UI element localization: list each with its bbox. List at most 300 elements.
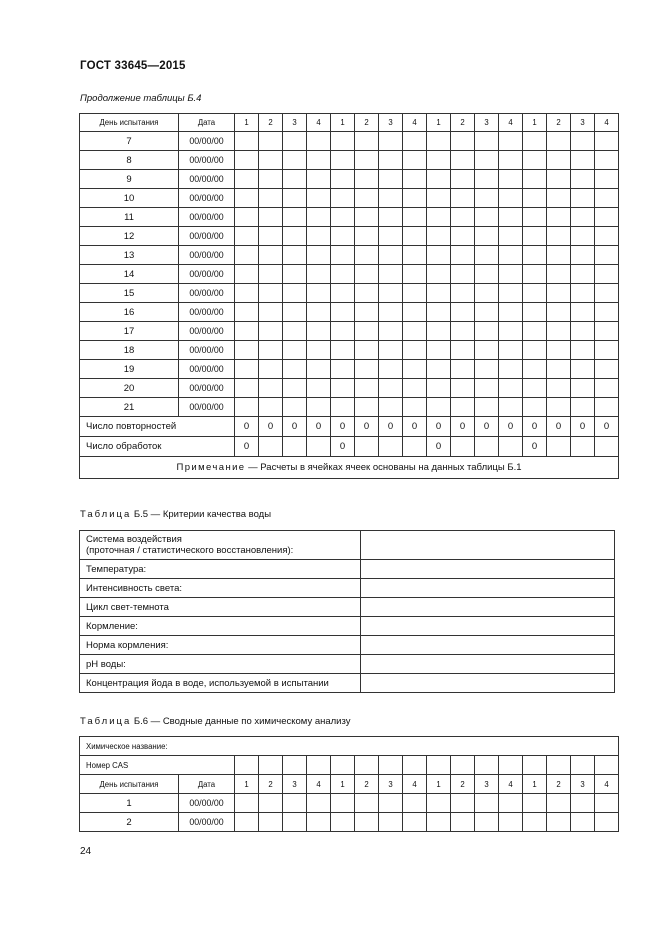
treatment-cell: 0 [427, 437, 451, 457]
header-col-cell: 3 [475, 775, 499, 794]
criterion-value-cell[interactable] [361, 531, 615, 560]
criterion-label: pH воды: [80, 655, 361, 674]
empty-cell [331, 756, 355, 775]
empty-cell [283, 151, 307, 170]
empty-cell [595, 813, 619, 832]
empty-cell [499, 208, 523, 227]
criterion-line: (проточная / статистического восстановления): [86, 545, 294, 556]
header-col-cell: 3 [379, 114, 403, 132]
empty-cell [499, 794, 523, 813]
empty-cell [451, 246, 475, 265]
empty-cell [499, 379, 523, 398]
table-b5-caption [80, 509, 271, 520]
empty-cell [451, 360, 475, 379]
empty-cell [331, 794, 355, 813]
header-col-cell: 2 [355, 114, 379, 132]
empty-cell [595, 132, 619, 151]
empty-cell [451, 227, 475, 246]
empty-cell [331, 379, 355, 398]
date-cell: 00/00/00 [179, 246, 235, 265]
empty-cell [547, 437, 571, 457]
replicate-cell: 0 [523, 417, 547, 437]
empty-cell [403, 813, 427, 832]
empty-cell [259, 437, 283, 457]
empty-cell [499, 246, 523, 265]
empty-cell [595, 756, 619, 775]
cas-row [80, 756, 619, 775]
empty-cell [331, 246, 355, 265]
table-row [80, 398, 619, 417]
empty-cell [259, 303, 283, 322]
empty-cell [451, 132, 475, 151]
chem-name-row [80, 737, 619, 756]
criterion-value-cell[interactable] [361, 560, 615, 579]
empty-cell [523, 379, 547, 398]
header-col-cell: 3 [571, 114, 595, 132]
empty-cell [475, 322, 499, 341]
empty-cell [331, 398, 355, 417]
empty-cell [523, 303, 547, 322]
empty-cell [571, 756, 595, 775]
empty-cell [523, 341, 547, 360]
empty-cell [499, 132, 523, 151]
empty-cell [403, 151, 427, 170]
empty-cell [259, 756, 283, 775]
empty-cell [571, 208, 595, 227]
empty-cell [427, 208, 451, 227]
empty-cell [571, 437, 595, 457]
empty-cell [403, 303, 427, 322]
empty-cell [235, 189, 259, 208]
criterion-value-cell[interactable] [361, 674, 615, 693]
header-date-cell: Дата [179, 114, 235, 132]
table-row [80, 132, 619, 151]
empty-cell [427, 398, 451, 417]
empty-cell [571, 398, 595, 417]
empty-cell [259, 398, 283, 417]
empty-cell [547, 151, 571, 170]
empty-cell [571, 303, 595, 322]
empty-cell [571, 322, 595, 341]
empty-cell [571, 170, 595, 189]
table-b6 [79, 736, 619, 832]
criterion-value-cell[interactable] [361, 636, 615, 655]
empty-cell [571, 227, 595, 246]
empty-cell [379, 265, 403, 284]
table-continuation-label: Продолжение таблицы Б.4 [80, 93, 202, 104]
empty-cell [283, 227, 307, 246]
empty-cell [307, 360, 331, 379]
empty-cell [307, 246, 331, 265]
header-col-cell: 4 [307, 114, 331, 132]
empty-cell [451, 341, 475, 360]
empty-cell [283, 437, 307, 457]
header-col-cell: 1 [427, 775, 451, 794]
header-col-cell: 2 [547, 775, 571, 794]
treatments-row [80, 437, 619, 457]
empty-cell [523, 208, 547, 227]
empty-cell [475, 170, 499, 189]
replicate-cell: 0 [595, 417, 619, 437]
empty-cell [355, 398, 379, 417]
table-b4-header-row [80, 114, 619, 132]
header-col-cell: 3 [571, 775, 595, 794]
empty-cell [475, 756, 499, 775]
empty-cell [475, 227, 499, 246]
empty-cell [475, 265, 499, 284]
date-cell: 00/00/00 [179, 189, 235, 208]
empty-cell [571, 813, 595, 832]
empty-cell [499, 189, 523, 208]
empty-cell [379, 189, 403, 208]
criterion-value-cell[interactable] [361, 598, 615, 617]
empty-cell [547, 189, 571, 208]
empty-cell [571, 265, 595, 284]
date-cell: 00/00/00 [179, 379, 235, 398]
empty-cell [547, 132, 571, 151]
empty-cell [283, 756, 307, 775]
table-row [80, 579, 615, 598]
header-day-cell: День испытания [80, 114, 179, 132]
empty-cell [499, 437, 523, 457]
table-b6-caption [80, 716, 351, 727]
empty-cell [283, 379, 307, 398]
empty-cell [331, 303, 355, 322]
date-cell: 00/00/00 [179, 794, 235, 813]
header-col-cell: 4 [499, 114, 523, 132]
empty-cell [547, 756, 571, 775]
replicate-cell: 0 [331, 417, 355, 437]
empty-cell [403, 379, 427, 398]
empty-cell [523, 284, 547, 303]
empty-cell [427, 170, 451, 189]
empty-cell [307, 284, 331, 303]
replicate-cell: 0 [355, 417, 379, 437]
empty-cell [523, 132, 547, 151]
empty-cell [235, 794, 259, 813]
empty-cell [427, 360, 451, 379]
empty-cell [595, 360, 619, 379]
day-cell: 15 [80, 284, 179, 303]
criterion-value-cell[interactable] [361, 579, 615, 598]
empty-cell [283, 322, 307, 341]
empty-cell [379, 246, 403, 265]
empty-cell [307, 303, 331, 322]
empty-cell [595, 208, 619, 227]
empty-cell [355, 151, 379, 170]
day-cell: 20 [80, 379, 179, 398]
empty-cell [355, 227, 379, 246]
empty-cell [355, 341, 379, 360]
empty-cell [571, 284, 595, 303]
empty-cell [331, 265, 355, 284]
empty-cell [523, 227, 547, 246]
empty-cell [403, 398, 427, 417]
document-header: ГОСТ 33645—2015 [80, 60, 186, 72]
replicates-label: Число повторностей [80, 417, 235, 437]
replicate-cell: 0 [379, 417, 403, 437]
empty-cell [235, 813, 259, 832]
empty-cell [547, 398, 571, 417]
replicate-cell: 0 [547, 417, 571, 437]
empty-cell [523, 246, 547, 265]
note-label: Примечание [176, 462, 246, 473]
empty-cell [475, 303, 499, 322]
empty-cell [547, 265, 571, 284]
empty-cell [595, 227, 619, 246]
empty-cell [571, 246, 595, 265]
empty-cell [355, 132, 379, 151]
empty-cell [283, 398, 307, 417]
date-cell: 00/00/00 [179, 303, 235, 322]
empty-cell [403, 437, 427, 457]
empty-cell [259, 284, 283, 303]
day-cell: 16 [80, 303, 179, 322]
date-cell: 00/00/00 [179, 322, 235, 341]
header-col-cell: 4 [307, 775, 331, 794]
empty-cell [547, 813, 571, 832]
empty-cell [499, 284, 523, 303]
replicate-cell: 0 [283, 417, 307, 437]
empty-cell [283, 265, 307, 284]
note-text: — Расчеты в ячейках ячеек основаны на данных таблицы Б.1 [245, 462, 522, 473]
criterion-value-cell[interactable] [361, 655, 615, 674]
criterion-label: Цикл свет-темнота [80, 598, 361, 617]
header-col-cell: 3 [283, 775, 307, 794]
empty-cell [307, 322, 331, 341]
empty-cell [571, 379, 595, 398]
empty-cell [475, 208, 499, 227]
empty-cell [403, 360, 427, 379]
header-col-cell: 2 [547, 114, 571, 132]
empty-cell [235, 322, 259, 341]
empty-cell [307, 794, 331, 813]
empty-cell [451, 322, 475, 341]
empty-cell [523, 794, 547, 813]
table-row [80, 794, 619, 813]
empty-cell [595, 265, 619, 284]
empty-cell [259, 379, 283, 398]
empty-cell [427, 322, 451, 341]
empty-cell [259, 341, 283, 360]
empty-cell [331, 170, 355, 189]
day-cell: 18 [80, 341, 179, 360]
empty-cell [331, 208, 355, 227]
caption-text: Б.5 — Критерии качества воды [131, 509, 272, 520]
table-row [80, 560, 615, 579]
header-col-cell: 1 [235, 114, 259, 132]
empty-cell [283, 170, 307, 189]
header-col-cell: 4 [595, 114, 619, 132]
empty-cell [523, 170, 547, 189]
note-row [80, 457, 619, 479]
empty-cell [547, 208, 571, 227]
empty-cell [595, 379, 619, 398]
empty-cell [307, 208, 331, 227]
criterion-value-cell[interactable] [361, 617, 615, 636]
empty-cell [331, 322, 355, 341]
empty-cell [523, 360, 547, 379]
empty-cell [283, 246, 307, 265]
empty-cell [451, 189, 475, 208]
empty-cell [547, 341, 571, 360]
empty-cell [595, 794, 619, 813]
empty-cell [451, 813, 475, 832]
empty-cell [259, 208, 283, 227]
header-col-cell: 1 [427, 114, 451, 132]
empty-cell [523, 756, 547, 775]
empty-cell [547, 322, 571, 341]
empty-cell [235, 360, 259, 379]
replicate-cell: 0 [235, 417, 259, 437]
empty-cell [595, 170, 619, 189]
empty-cell [499, 227, 523, 246]
empty-cell [259, 813, 283, 832]
empty-cell [595, 341, 619, 360]
table-row [80, 265, 619, 284]
empty-cell [595, 398, 619, 417]
table-row [80, 360, 619, 379]
table-row [80, 598, 615, 617]
empty-cell [307, 398, 331, 417]
empty-cell [235, 379, 259, 398]
empty-cell [427, 227, 451, 246]
header-col-cell: 2 [259, 114, 283, 132]
empty-cell [379, 379, 403, 398]
empty-cell [355, 360, 379, 379]
empty-cell [235, 208, 259, 227]
empty-cell [235, 398, 259, 417]
empty-cell [499, 360, 523, 379]
table-row [80, 208, 619, 227]
empty-cell [499, 756, 523, 775]
table-b5 [79, 530, 615, 693]
empty-cell [235, 756, 259, 775]
empty-cell [523, 398, 547, 417]
empty-cell [283, 794, 307, 813]
empty-cell [259, 132, 283, 151]
table-row [80, 322, 619, 341]
empty-cell [475, 360, 499, 379]
empty-cell [331, 360, 355, 379]
empty-cell [403, 227, 427, 246]
empty-cell [355, 322, 379, 341]
empty-cell [283, 303, 307, 322]
header-col-cell: 2 [451, 114, 475, 132]
empty-cell [331, 813, 355, 832]
table-row [80, 284, 619, 303]
header-col-cell: 2 [451, 775, 475, 794]
table-row [80, 531, 615, 560]
replicate-cell: 0 [259, 417, 283, 437]
caption-prefix: Таблица [80, 716, 132, 727]
empty-cell [403, 322, 427, 341]
empty-cell [235, 303, 259, 322]
table-row [80, 246, 619, 265]
empty-cell [379, 132, 403, 151]
criterion-label [80, 531, 361, 560]
day-cell: 11 [80, 208, 179, 227]
header-col-cell: 4 [403, 114, 427, 132]
caption-text: Б.6 — Сводные данные по химическому анализу [131, 716, 351, 727]
empty-cell [307, 227, 331, 246]
empty-cell [499, 151, 523, 170]
empty-cell [499, 170, 523, 189]
empty-cell [595, 322, 619, 341]
empty-cell [451, 208, 475, 227]
empty-cell [475, 437, 499, 457]
day-cell: 10 [80, 189, 179, 208]
empty-cell [355, 794, 379, 813]
empty-cell [451, 151, 475, 170]
empty-cell [451, 398, 475, 417]
header-date-cell: Дата [179, 775, 235, 794]
date-cell: 00/00/00 [179, 208, 235, 227]
empty-cell [307, 756, 331, 775]
empty-cell [307, 813, 331, 832]
empty-cell [355, 813, 379, 832]
header-col-cell: 1 [331, 114, 355, 132]
empty-cell [571, 132, 595, 151]
empty-cell [379, 151, 403, 170]
replicates-row [80, 417, 619, 437]
empty-cell [475, 132, 499, 151]
empty-cell [547, 379, 571, 398]
header-col-cell: 3 [283, 114, 307, 132]
table-b4 [79, 113, 619, 479]
empty-cell [427, 132, 451, 151]
treatment-cell: 0 [523, 437, 547, 457]
header-col-cell: 4 [403, 775, 427, 794]
empty-cell [523, 265, 547, 284]
empty-cell [355, 303, 379, 322]
empty-cell [451, 265, 475, 284]
date-cell: 00/00/00 [179, 170, 235, 189]
header-day-cell: День испытания [80, 775, 179, 794]
replicate-cell: 0 [475, 417, 499, 437]
empty-cell [331, 151, 355, 170]
table-row [80, 303, 619, 322]
header-col-cell: 4 [595, 775, 619, 794]
empty-cell [451, 170, 475, 189]
empty-cell [355, 379, 379, 398]
replicate-cell: 0 [499, 417, 523, 437]
empty-cell [547, 246, 571, 265]
table-row [80, 379, 619, 398]
empty-cell [331, 227, 355, 246]
empty-cell [427, 341, 451, 360]
empty-cell [595, 284, 619, 303]
empty-cell [427, 284, 451, 303]
empty-cell [259, 322, 283, 341]
empty-cell [259, 265, 283, 284]
table-row [80, 189, 619, 208]
empty-cell [379, 208, 403, 227]
empty-cell [403, 170, 427, 189]
criterion-label: Норма кормления: [80, 636, 361, 655]
empty-cell [259, 246, 283, 265]
empty-cell [307, 437, 331, 457]
empty-cell [403, 208, 427, 227]
criterion-label: Концентрация йода в воде, используемой в испытании [80, 674, 361, 693]
date-cell: 00/00/00 [179, 265, 235, 284]
empty-cell [331, 189, 355, 208]
empty-cell [331, 132, 355, 151]
chem-name-label: Химическое название: [80, 737, 619, 756]
empty-cell [379, 398, 403, 417]
header-col-cell: 2 [355, 775, 379, 794]
header-col-cell: 3 [475, 114, 499, 132]
